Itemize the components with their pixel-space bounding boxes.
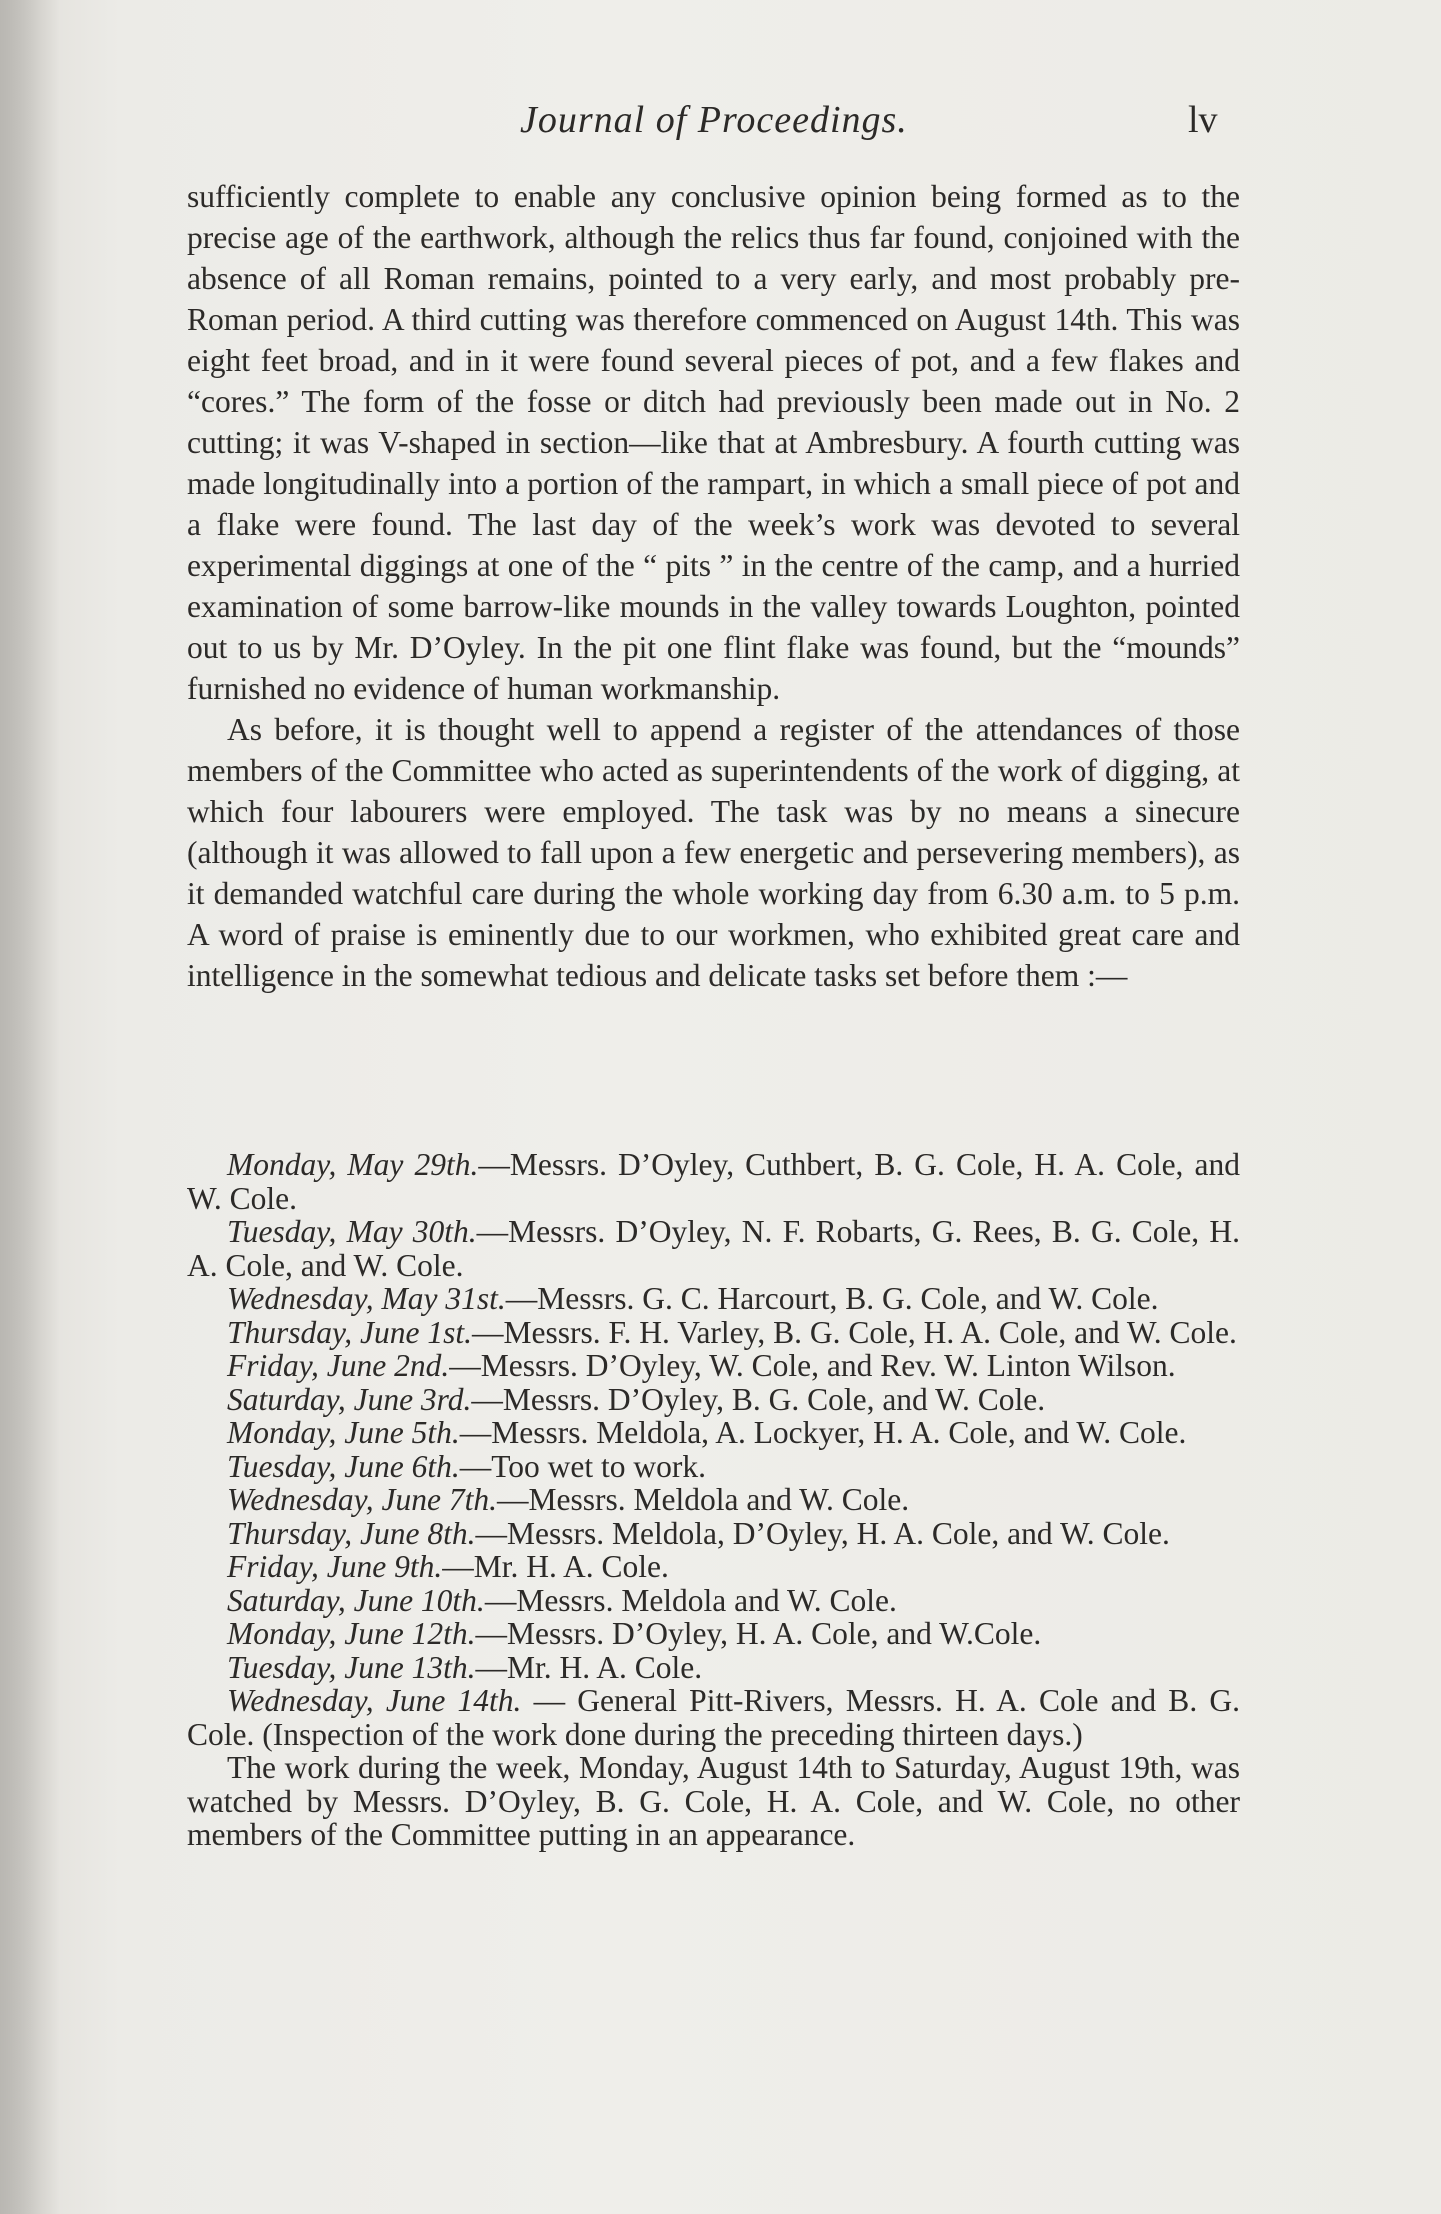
paragraph-2: As before, it is thought well to append a register of the attendances of those members of the Committee who acted as superintendents of the work of digging, at which four labourers were employed. The task was by no means a sinecure (although it was allowed to fall upon a few energetic and persevering members), as it demanded watchful care during the whole working day from 6.30 a.m. to 5 p.m. A word of praise is eminently due to our workmen, who exhibited great care and intelligence in the somewhat tedious and delicate tasks set before them :— bbox=[187, 712, 1240, 993]
entry-date: Wednesday, June 14th. bbox=[227, 1683, 522, 1718]
binding-shadow bbox=[0, 0, 60, 2214]
entry-text: —Too wet to work. bbox=[459, 1448, 706, 1484]
register-entry bbox=[187, 1517, 1240, 1551]
entry-text: —Messrs. D’Oyley, N. F. Robarts, G. Rees, B. G. Cole, H. A. Cole, and W. Cole. bbox=[187, 1214, 1240, 1283]
register-entry bbox=[187, 1349, 1240, 1383]
entry-text: —Messrs. G. C. Harcourt, B. G. Cole, and W. Cole. bbox=[505, 1281, 1159, 1316]
entry-date: Monday, June 5th. bbox=[227, 1415, 460, 1450]
entry-date: Saturday, June 3rd. bbox=[227, 1381, 472, 1417]
entry-date: Tuesday, June 6th. bbox=[227, 1448, 460, 1484]
register-entry bbox=[187, 1148, 1240, 1215]
register-entry bbox=[187, 1383, 1240, 1417]
entry-date: Monday, May 29th. bbox=[227, 1147, 479, 1182]
register-entry bbox=[187, 1450, 1240, 1484]
register-entry bbox=[187, 1550, 1240, 1584]
entry-text: —Messrs. Meldola and W. Cole. bbox=[484, 1582, 897, 1618]
page-number: lv bbox=[1188, 99, 1218, 141]
register-entry bbox=[187, 1316, 1240, 1350]
entry-text: —Messrs. Meldola, A. Lockyer, H. A. Cole, and W. Cole. bbox=[459, 1415, 1187, 1450]
entry-date: Friday, June 2nd. bbox=[227, 1348, 450, 1383]
entry-text: —Messrs. Meldola, D’Oyley, H. A. Cole, and W. Cole. bbox=[475, 1515, 1170, 1551]
body-text bbox=[187, 176, 1240, 996]
entry-text: —Messrs. D’Oyley, B. G. Cole, and W. Cole. bbox=[471, 1381, 1046, 1417]
register-entry bbox=[187, 1483, 1240, 1517]
entry-text: —Mr. H. A. Cole. bbox=[475, 1649, 703, 1685]
attendance-register bbox=[187, 1148, 1240, 1852]
entry-date: Monday, June 12th. bbox=[227, 1616, 476, 1651]
entry-date: Friday, June 9th. bbox=[227, 1549, 443, 1584]
entry-text: —Messrs. D’Oyley, W. Cole, and Rev. W. Linton Wilson. bbox=[449, 1348, 1176, 1383]
entry-date: Tuesday, May 30th. bbox=[227, 1214, 477, 1249]
register-entry bbox=[187, 1617, 1240, 1651]
entry-date: Wednesday, June 7th. bbox=[227, 1482, 498, 1517]
entry-text: —Messrs. D’Oyley, Cuthbert, B. G. Cole, H. A. Cole, and W. Cole. bbox=[187, 1147, 1240, 1216]
entry-text: —Messrs. Meldola and W. Cole. bbox=[497, 1482, 910, 1517]
register-entry bbox=[187, 1416, 1240, 1450]
entry-date: Tuesday, June 13th. bbox=[227, 1649, 476, 1685]
entry-text: —Messrs. D’Oyley, H. A. Cole, and W.Cole. bbox=[475, 1616, 1042, 1651]
register-entry bbox=[187, 1584, 1240, 1618]
entry-date: Wednesday, May 31st. bbox=[227, 1281, 506, 1316]
entry-text: —Mr. H. A. Cole. bbox=[442, 1549, 669, 1584]
entry-date: Thursday, June 1st. bbox=[227, 1314, 473, 1350]
register-entry bbox=[187, 1282, 1240, 1316]
entry-date: Saturday, June 10th. bbox=[227, 1582, 485, 1618]
closing-paragraph: The work during the week, Monday, August 14th to Saturday, August 19th, was watched by Messrs. D’Oyley, B. G. Cole, H. A. Cole, and W. Cole, no other members of the Committee putting in an appearance. bbox=[187, 1750, 1240, 1852]
entry-date: Thursday, June 8th. bbox=[227, 1515, 476, 1551]
register-entry bbox=[187, 1651, 1240, 1685]
paragraph-1: sufficiently complete to enable any conclusive opinion being formed as to the precise age of the earthwork, although the relics thus far found, conjoined with the absence of all Roman remains, pointed to a very early, and most probably pre-Roman period. A third cutting was therefore commenced on August 14th. This was eight feet broad, and in it were found several pieces of pot, and a few flakes and “cores.” The form of the fosse or ditch had previously been made out in No. 2 cutting; it was V-shaped in section—like that at Ambresbury. A fourth cutting was made longitudinally into a portion of the rampart, in which a small piece of pot and a flake were found. The last day of the week’s work was devoted to several experimental diggings at one of the “ pits ” in the centre of the camp, and a hurried examination of some barrow-like mounds in the valley towards Loughton, pointed out to us by Mr. D’Oyley. In the pit one flint flake was found, but the “mounds” furnished no evidence of human workmanship. bbox=[187, 179, 1240, 706]
register-entry bbox=[187, 1215, 1240, 1282]
entry-text: — General Pitt-Rivers, Messrs. H. A. Cole and B. G. Cole. (Inspection of the work done during the preceding thirteen days.) bbox=[187, 1683, 1241, 1752]
running-title: Journal of Proceedings. bbox=[520, 99, 908, 141]
register-entry bbox=[187, 1684, 1240, 1751]
entry-text: —Messrs. F. H. Varley, B. G. Cole, H. A. Cole, and W. Cole. bbox=[472, 1314, 1237, 1350]
